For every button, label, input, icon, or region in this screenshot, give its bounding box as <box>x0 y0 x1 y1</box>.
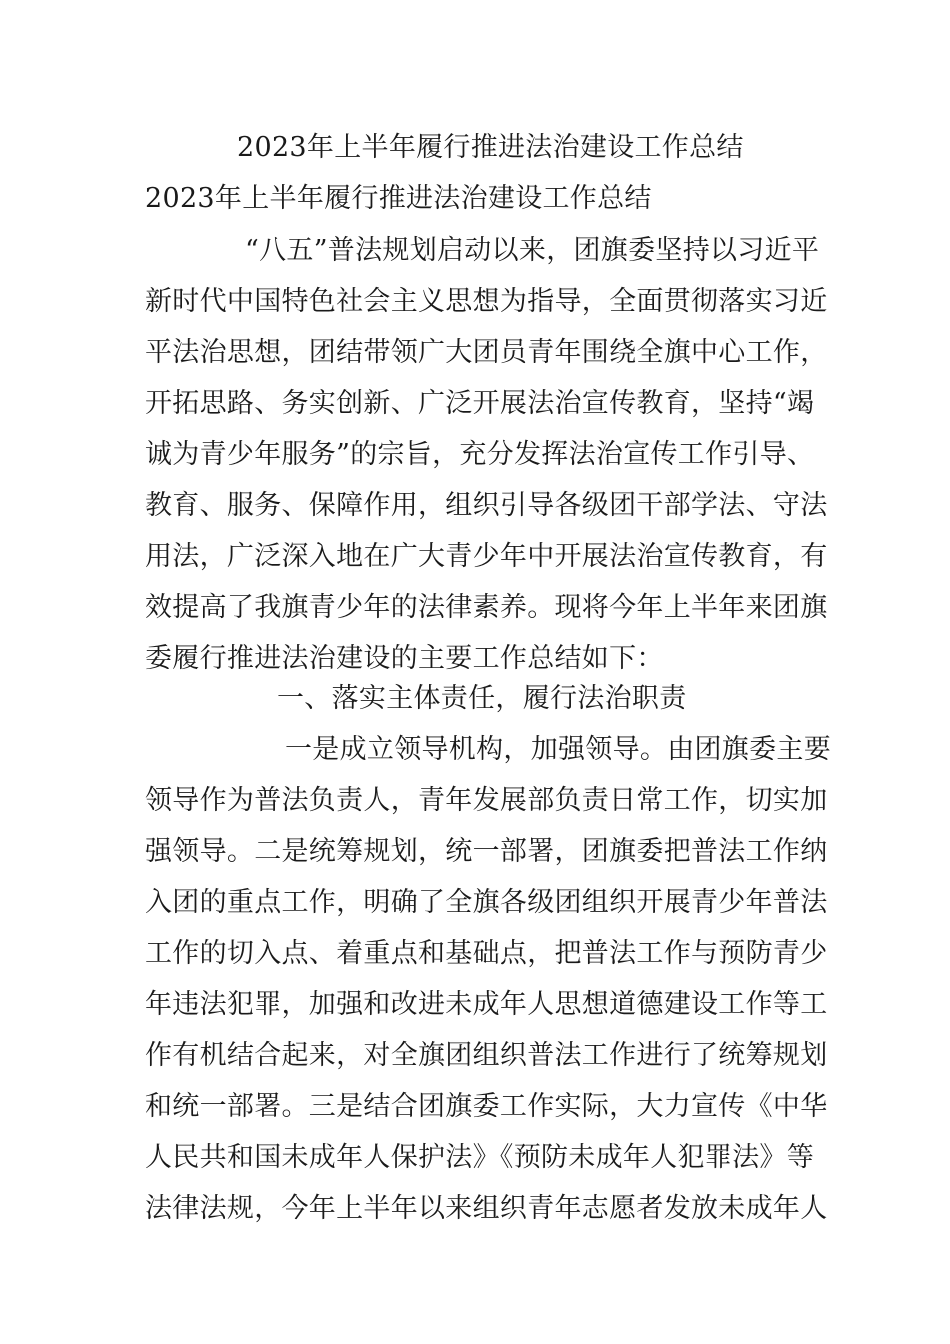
body-line: 开拓思路、务实创新、广泛开展法治宣传教育，坚持“竭 <box>145 388 815 419</box>
body-line: 一是成立领导机构，加强领导。由团旗委主要 <box>285 734 831 765</box>
body-line: 法律法规，今年上半年以来组织青年志愿者发放未成年人 <box>145 1193 828 1224</box>
body-line: 入团的重点工作，明确了全旗各级团组织开展青少年普法 <box>145 887 828 918</box>
body-line: 用法，广泛深入地在广大青少年中开展法治宣传教育，有 <box>145 541 828 572</box>
body-line: “八五”普法规划启动以来，团旗委坚持以习近平 <box>245 235 820 266</box>
body-line: 年违法犯罪，加强和改进未成年人思想道德建设工作等工 <box>145 989 828 1020</box>
document-title: 2023年上半年履行推进法治建设工作总结 <box>237 132 744 163</box>
body-line: 作有机结合起来，对全旗团组织普法工作进行了统筹规划 <box>145 1040 828 1071</box>
body-line: 诚为青少年服务”的宗旨，充分发挥法治宣传工作引导、 <box>145 439 815 470</box>
section-heading: 一、落实主体责任，履行法治职责 <box>277 683 687 714</box>
body-line: 平法治思想，团结带领广大团员青年围绕全旗中心工作， <box>145 337 828 368</box>
body-line: 教育、服务、保障作用，组织引导各级团干部学法、守法 <box>145 490 828 521</box>
body-line: 和统一部署。三是结合团旗委工作实际，大力宣传《中华 <box>145 1091 828 1122</box>
body-line: 强领导。二是统筹规划，统一部署，团旗委把普法工作纳 <box>145 836 828 867</box>
body-line: 领导作为普法负责人，青年发展部负责日常工作，切实加 <box>145 785 828 816</box>
body-line: 委履行推进法治建设的主要工作总结如下： <box>145 643 664 674</box>
body-line: 新时代中国特色社会主义思想为指导，全面贯彻落实习近 <box>145 286 828 317</box>
document-subtitle: 2023年上半年履行推进法治建设工作总结 <box>145 183 652 214</box>
body-line: 工作的切入点、着重点和基础点，把普法工作与预防青少 <box>145 938 828 969</box>
body-line: 效提高了我旗青少年的法律素养。现将今年上半年来团旗 <box>145 592 828 623</box>
body-line: 人民共和国未成年人保护法》《预防未成年人犯罪法》等 <box>145 1142 814 1173</box>
